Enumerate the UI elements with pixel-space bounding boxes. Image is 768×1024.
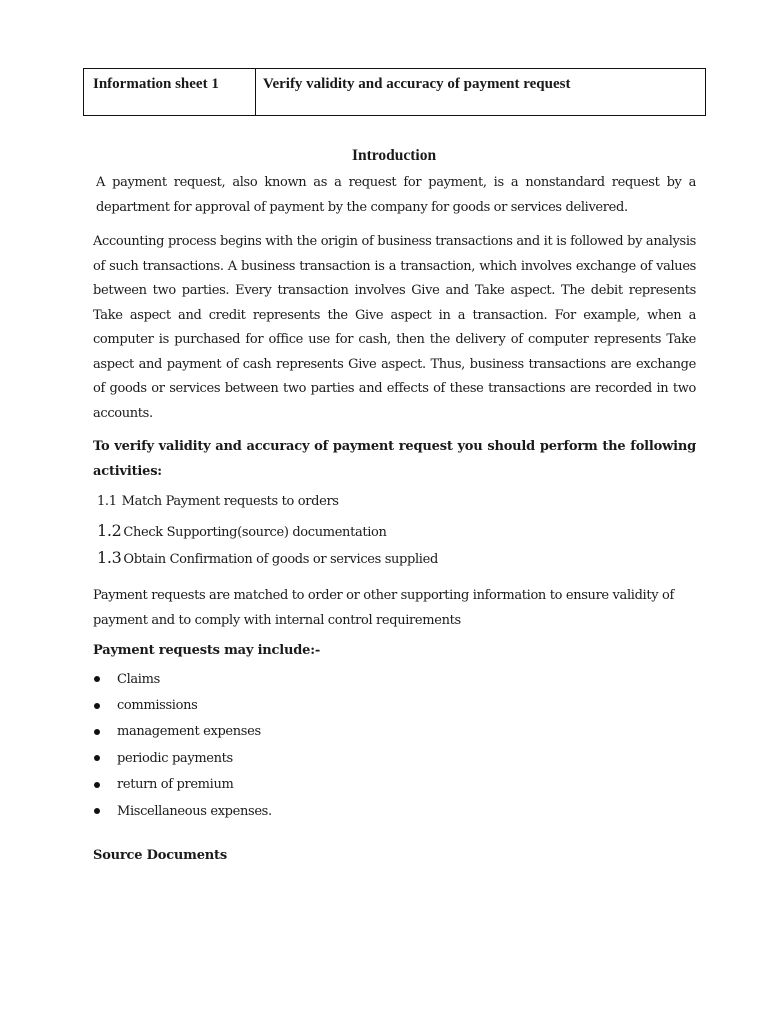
info-sheet-title: Verify validity and accuracy of payment request <box>263 76 571 92</box>
matching-paragraph: Payment requests are matched to order or other supporting information to ensure validity of payment and to comply with internal control requirements <box>93 588 674 628</box>
list-item-label: management expenses <box>117 724 261 740</box>
activity-step <box>97 494 697 521</box>
bullet-icon <box>94 755 100 761</box>
activity-step <box>97 548 697 575</box>
introduction-line-2: department for approval of payment by the company for goods or services delivered. <box>96 199 628 215</box>
introduction-heading: Introduction <box>351 147 437 164</box>
list-item-label: return of premium <box>117 777 234 793</box>
bullet-icon <box>94 676 100 682</box>
list-item-label: Miscellaneous expenses. <box>117 803 272 819</box>
bullet-icon <box>94 703 100 709</box>
info-sheet-header-table <box>83 68 706 116</box>
step-number: 1.1 <box>97 494 117 509</box>
introduction-line-1: A payment request, also known as a request for payment, is a nonstandard request by a <box>96 175 696 190</box>
list-item-label: periodic payments <box>117 750 233 766</box>
bullet-icon <box>94 729 100 735</box>
accounting-paragraph: Accounting process begins with the origin of business transactions and it is followed by analysis of such transactions. A business transaction is a transaction, which involves exchange of values between two parties. Every transaction involves Give and Take aspect. The debit represents Take aspect and credit represents the Give aspect in a transaction. For example, when a computer is purchased for office use for cash, then the delivery of computer represents Take aspect and payment of cash represents Give aspect. Thus, business transactions are exchange of goods or services between two parties and effects of these transactions are recorded in two accounts. <box>93 234 696 421</box>
step-label: Match Payment requests to orders <box>121 494 339 509</box>
step-label: Obtain Confirmation of goods or services supplied <box>123 552 438 567</box>
bullet-icon <box>94 782 100 788</box>
payment-requests-bullet-list <box>93 666 272 824</box>
list-item <box>93 798 272 824</box>
info-sheet-number: Information sheet 1 <box>84 69 256 115</box>
step-number: 1.2 <box>97 521 122 540</box>
activity-steps-list <box>97 494 697 575</box>
step-number: 1.3 <box>97 548 122 567</box>
source-documents-heading: Source Documents <box>93 848 227 863</box>
list-item <box>93 745 272 771</box>
list-item <box>93 666 272 692</box>
list-item <box>93 692 272 718</box>
introduction-paragraph <box>96 171 696 220</box>
activities-heading: To verify validity and accuracy of payment request you should perform the following activities: <box>93 439 696 479</box>
activity-step <box>97 521 697 548</box>
list-item <box>93 772 272 798</box>
payment-requests-include-heading: Payment requests may include:- <box>93 643 321 658</box>
list-item <box>93 719 272 745</box>
step-label: Check Supporting(source) documentation <box>123 525 387 540</box>
bullet-icon <box>94 808 100 814</box>
list-item-label: commissions <box>117 698 198 714</box>
list-item-label: Claims <box>117 671 160 687</box>
